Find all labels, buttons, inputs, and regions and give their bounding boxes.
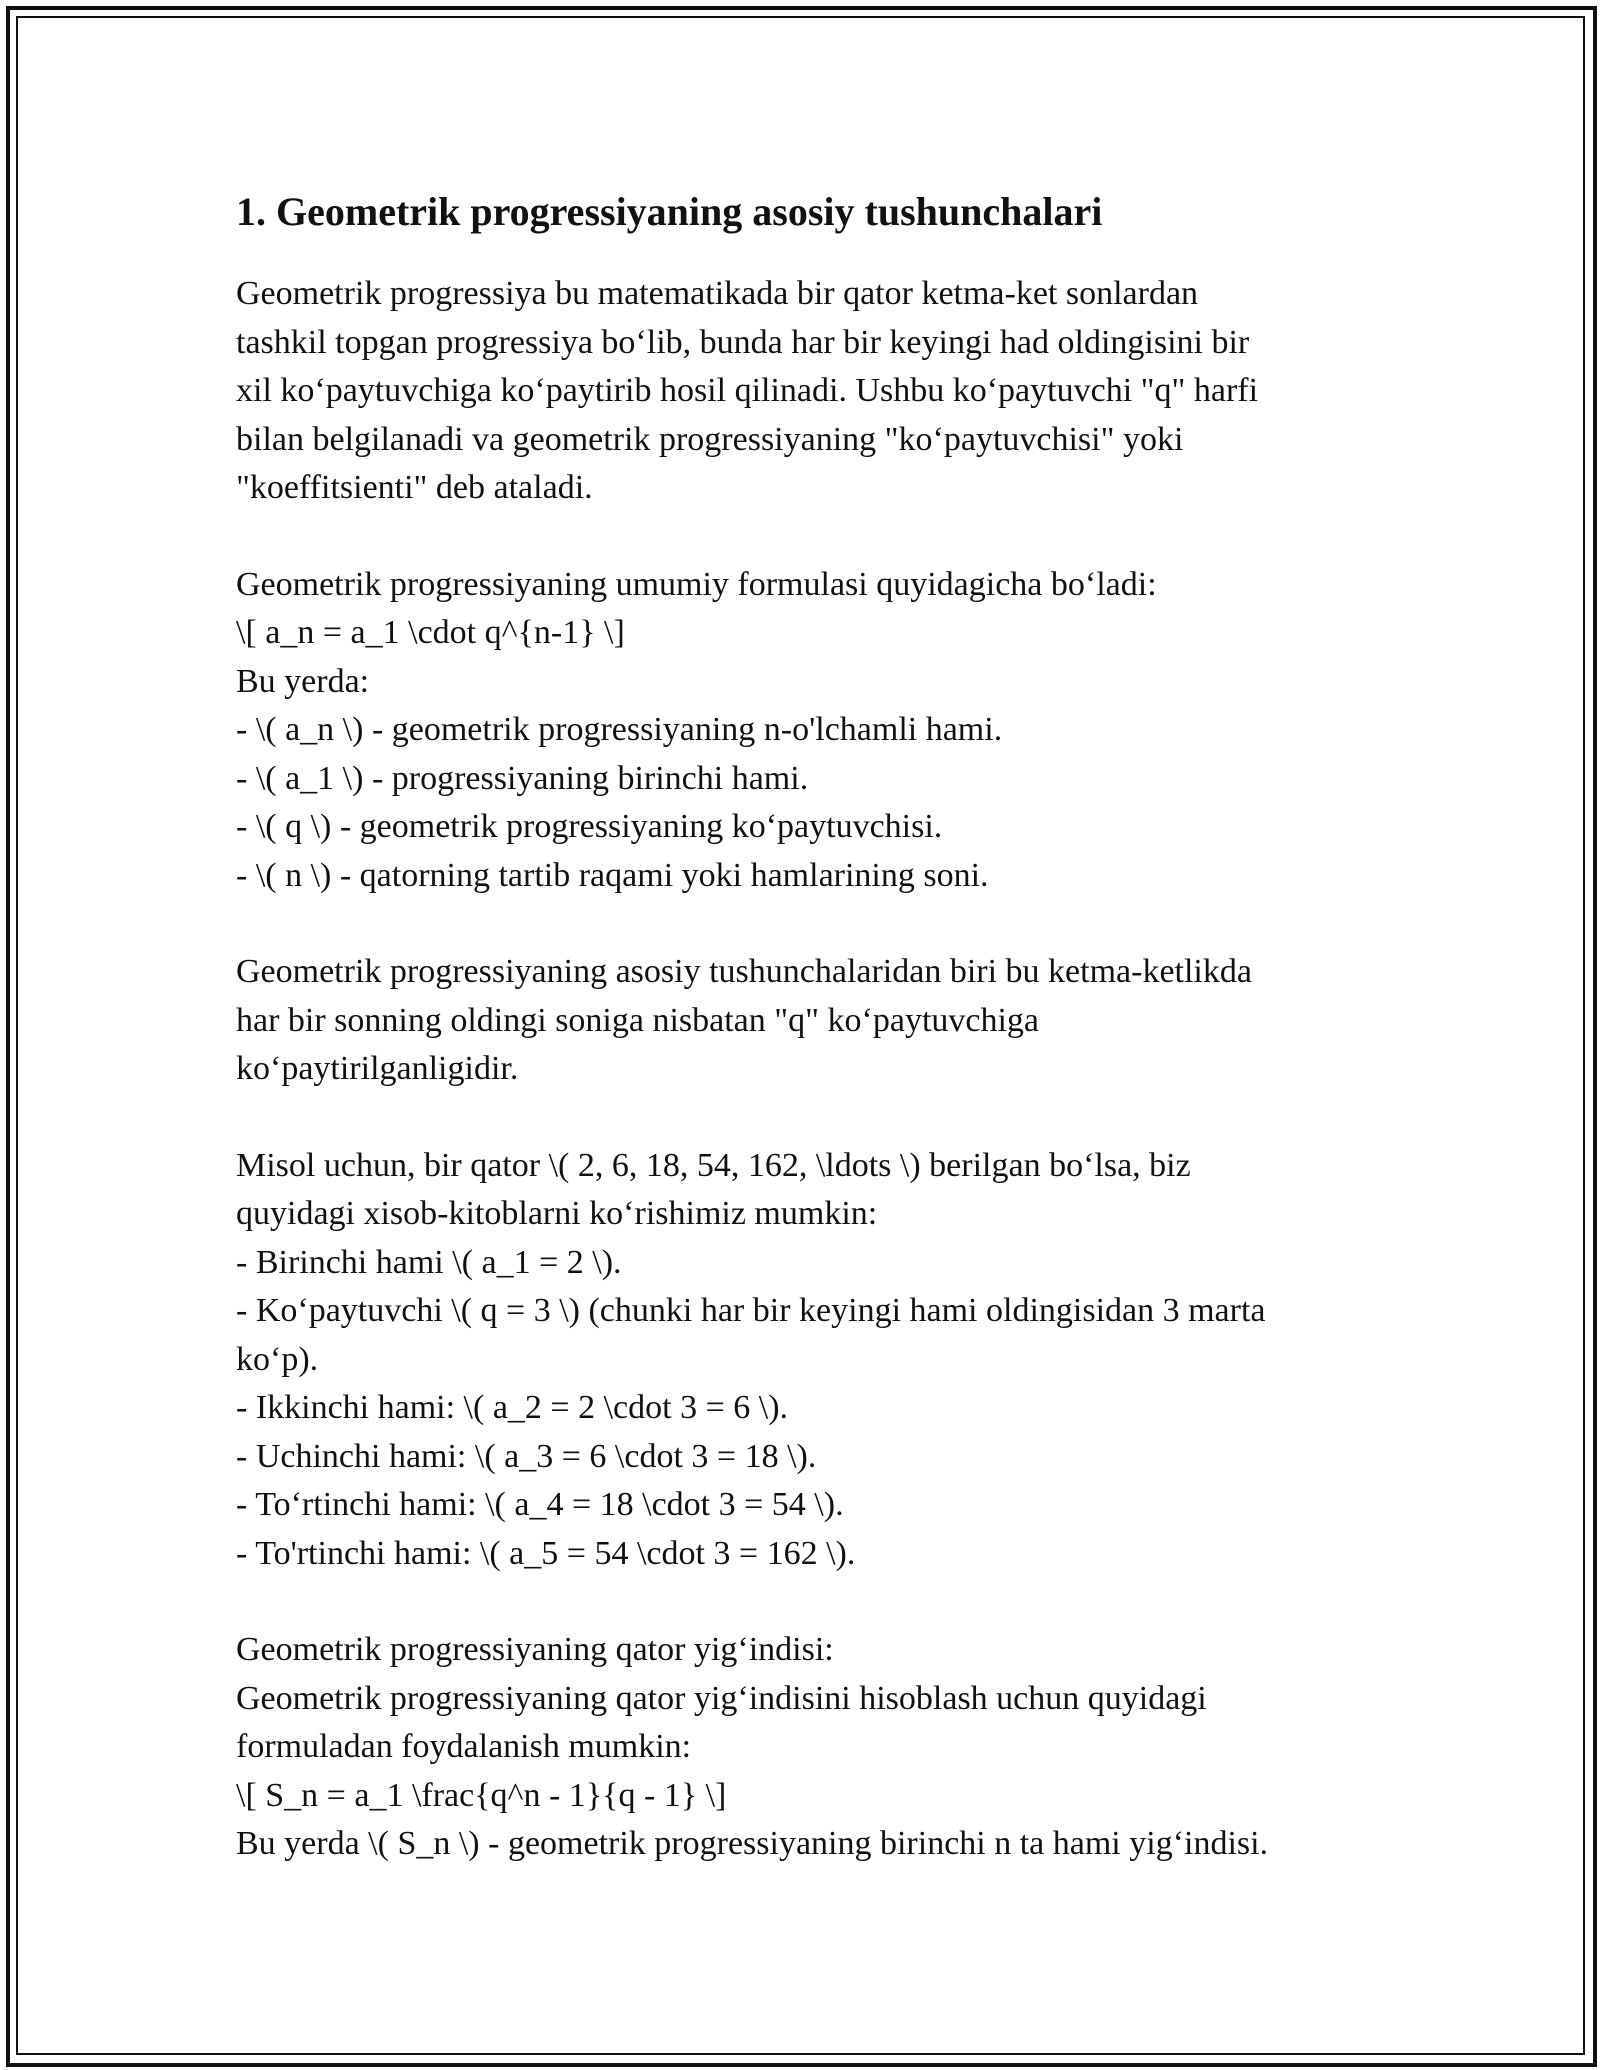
formula-line: \[ a_n = a_1 \cdot q^{n-1} \] bbox=[236, 614, 625, 651]
paragraph-general-formula bbox=[236, 561, 1366, 901]
text-line: Geometrik progressiyaning qator yig‘indisi: bbox=[236, 1631, 834, 1668]
list-item: - Birinchi hami \( a_1 = 2 \). bbox=[236, 1243, 622, 1281]
text-line: Geometrik progressiyaning umumiy formulasi quyidagicha bo‘ladi: bbox=[236, 565, 1157, 603]
text-line: Geometrik progressiyaning qator yig‘indisini hisoblash uchun quyidagi bbox=[236, 1679, 1207, 1717]
text-line: ko‘paytirilganligidir. bbox=[236, 1050, 519, 1087]
list-item: - Ko‘paytuvchi \( q = 3 \) (chunki har bir keyingi hami oldingisidan 3 marta bbox=[236, 1292, 1266, 1329]
list-item: - \( q \) - geometrik progressiyaning ko‘paytuvchisi. bbox=[236, 808, 943, 845]
text-line: formuladan foydalanish mumkin: bbox=[236, 1728, 692, 1765]
text-line: Bu yerda \( S_n \) - geometrik progressiyaning birinchi n ta hami yig‘indisi. bbox=[236, 1825, 1269, 1862]
list-item: - To‘rtinchi hami: \( a_4 = 18 \cdot 3 = 54 \). bbox=[236, 1486, 844, 1523]
text-line: Bu yerda: bbox=[236, 662, 370, 700]
list-item: - \( a_1 \) - progressiyaning birinchi hami. bbox=[236, 759, 809, 797]
list-item: - To'rtinchi hami: \( a_5 = 54 \cdot 3 = 162 \). bbox=[236, 1534, 856, 1572]
text-line: Geometrik progressiya bu matematikada bir qator ketma-ket sonlardan bbox=[236, 275, 1199, 312]
text-line: Geometrik progressiyaning asosiy tushunchalaridan biri bu ketma-ketlikda bbox=[236, 953, 1252, 990]
text-line: "koeffitsienti" deb ataladi. bbox=[236, 469, 593, 506]
list-item: - \( a_n \) - geometrik progressiyaning n-o'lchamli hami. bbox=[236, 711, 1003, 748]
list-item: - Uchinchi hami: \( a_3 = 6 \cdot 3 = 18 \). bbox=[236, 1437, 817, 1475]
document-body bbox=[236, 186, 1366, 1917]
list-item: - \( n \) - qatorning tartib raqami yoki hamlarining soni. bbox=[236, 856, 989, 894]
text-line: quyidagi xisob-kitoblarni ko‘rishimiz mumkin: bbox=[236, 1195, 878, 1232]
text-line: Misol uchun, bir qator \( 2, 6, 18, 54, 162, \ldots \) berilgan bo‘lsa, biz bbox=[236, 1146, 1191, 1184]
paragraph-definition bbox=[236, 270, 1366, 513]
text-line: xil ko‘paytuvchiga ko‘paytirib hosil qilinadi. Ushbu ko‘paytuvchi "q" harfi bbox=[236, 372, 1259, 409]
text-line: har bir sonning oldingi soniga nisbatan "q" ko‘paytuvchiga bbox=[236, 1001, 1040, 1039]
text-line: tashkil topgan progressiya bo‘lib, bunda har bir keyingi had oldingisini bir bbox=[236, 323, 1250, 361]
formula-line: \[ S_n = a_1 \frac{q^n - 1}{q - 1} \] bbox=[236, 1776, 727, 1814]
list-item: - Ikkinchi hami: \( a_2 = 2 \cdot 3 = 6 \). bbox=[236, 1389, 789, 1426]
section-heading: 1. Geometrik progressiyaning asosiy tushunchalari bbox=[236, 189, 1103, 234]
paragraph-example bbox=[236, 1142, 1366, 1579]
text-line: bilan belgilanadi va geometrik progressiyaning "ko‘paytuvchisi" yoki bbox=[236, 420, 1184, 458]
text-line: ko‘p). bbox=[236, 1340, 319, 1378]
paragraph-sum-formula bbox=[236, 1626, 1366, 1869]
paragraph-key-concept bbox=[236, 948, 1366, 1094]
